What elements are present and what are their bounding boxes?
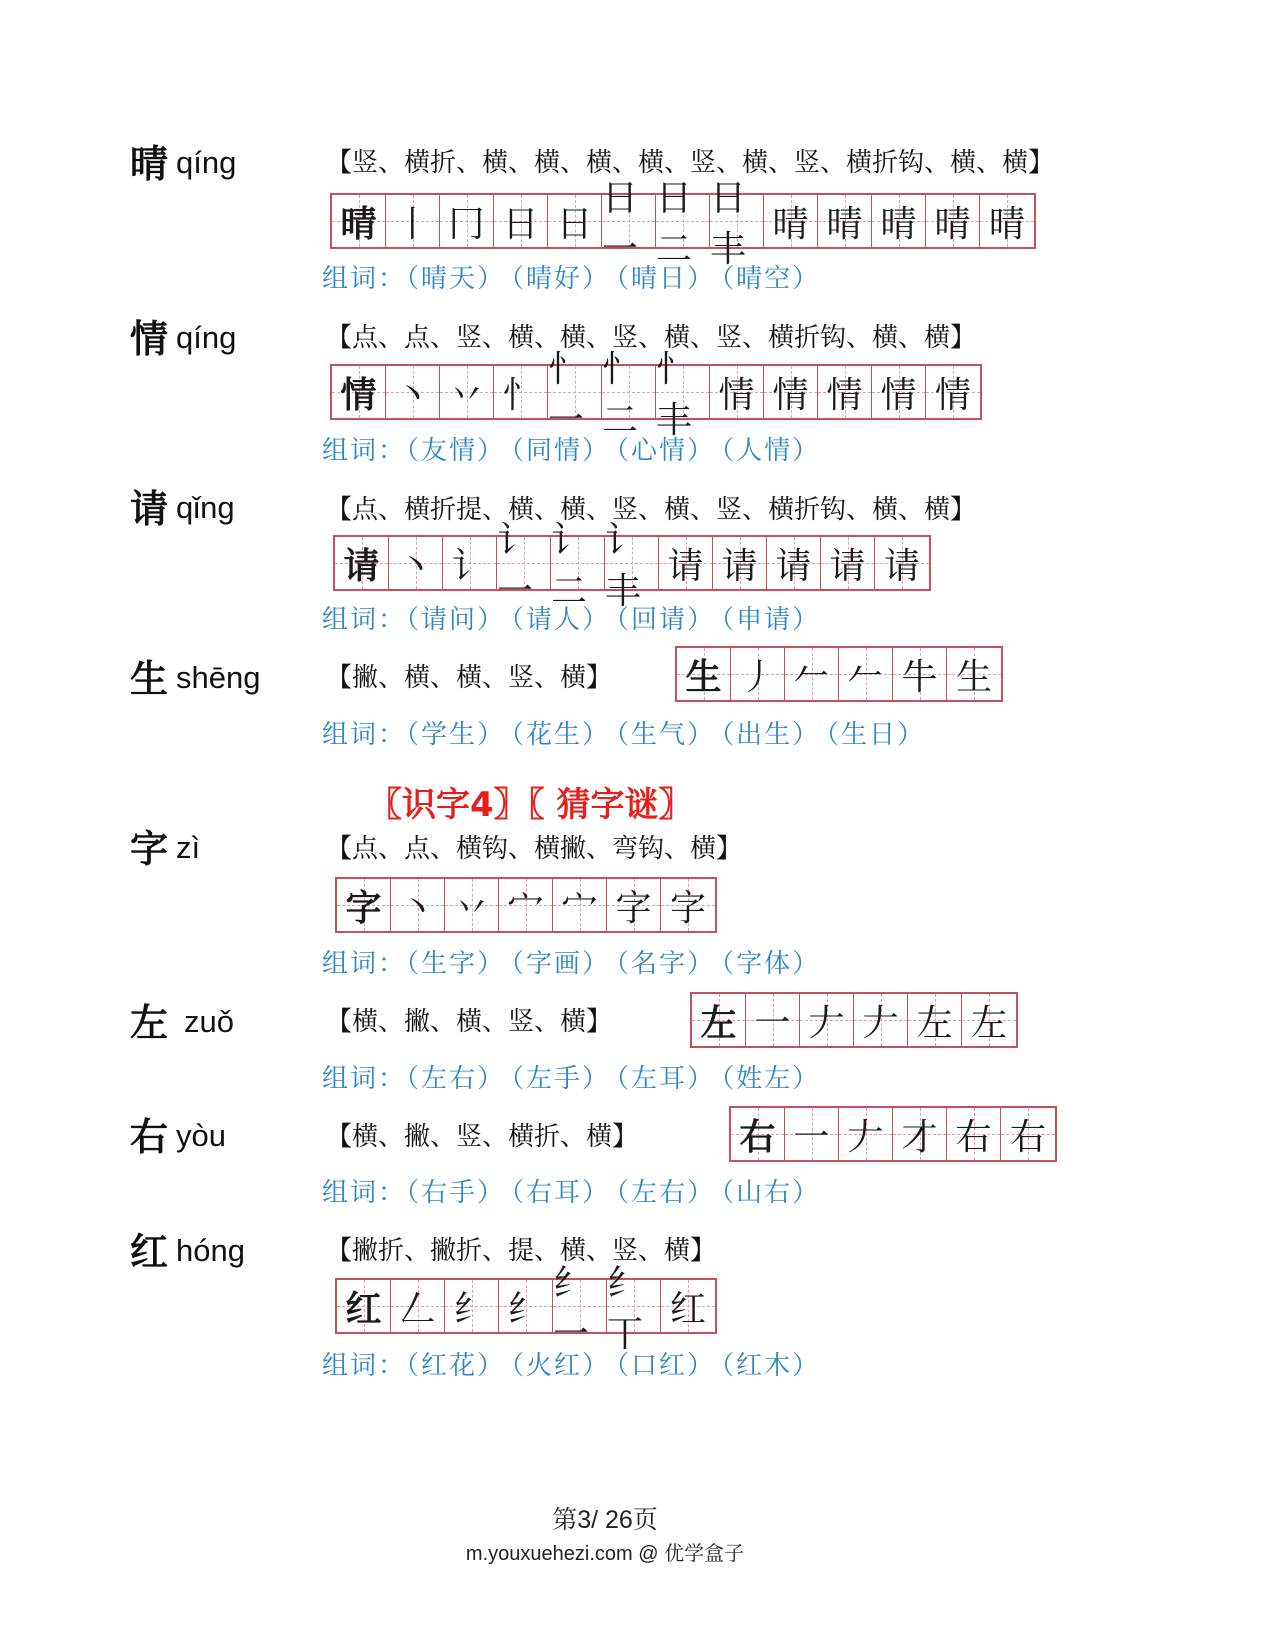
word-item: （请问） — [406, 605, 506, 635]
word-item: （左手） — [511, 1064, 611, 1094]
stroke-step-cell — [872, 366, 926, 418]
section-title: 〖识字4〗〖 猜字谜〗 — [368, 785, 693, 825]
word-item: （红木） — [721, 1351, 821, 1381]
stroke-step-cell — [389, 537, 443, 589]
stroke-step-glyph: 请 — [883, 545, 920, 587]
stroke-step-glyph: 牛 — [901, 656, 938, 698]
stroke-step-glyph: 纟一 — [553, 1263, 590, 1355]
stroke-step-cell — [386, 195, 440, 247]
entry-character: 红 — [130, 1230, 169, 1274]
stroke-step-cell — [607, 879, 661, 931]
stroke-grid — [675, 646, 1003, 702]
word-item: （字画） — [511, 949, 611, 979]
stroke-step-cell — [499, 879, 553, 931]
stroke-grid — [335, 877, 717, 933]
stroke-step-glyph: 一 — [754, 1002, 791, 1044]
word-item: （晴天） — [406, 264, 506, 294]
stroke-step-cell — [494, 195, 548, 247]
stroke-step-glyph: 日 — [502, 203, 539, 245]
stroke-step-glyph: 讠二 — [551, 520, 588, 612]
stroke-step-cell — [602, 178, 656, 270]
word-item: （友情） — [406, 436, 506, 466]
stroke-step-glyph: 情 — [934, 374, 971, 416]
entry-character: 生 — [130, 657, 169, 701]
stroke-step-cell — [605, 520, 659, 612]
stroke-step-cell — [872, 195, 926, 247]
stroke-step-cell — [926, 366, 980, 418]
stroke-step-glyph: 𠂇 — [862, 1002, 899, 1044]
stroke-step-glyph: 讠丰 — [605, 520, 642, 612]
word-item: （晴好） — [511, 264, 611, 294]
word-item: （晴空） — [721, 264, 821, 294]
stroke-step-glyph: 𠂇 — [847, 1116, 884, 1158]
stroke-step-cell — [818, 195, 872, 247]
stroke-step-glyph: 请 — [667, 545, 704, 587]
stroke-step-cell — [980, 195, 1034, 247]
stroke-step-glyph: 日丰 — [710, 178, 747, 270]
stroke-step-glyph: 讠一 — [497, 520, 534, 612]
stroke-step-cell — [947, 1108, 1001, 1160]
stroke-step-cell — [893, 1108, 947, 1160]
stroke-step-glyph: 右 — [1009, 1116, 1046, 1158]
stroke-order-list: 【横、撇、横、竖、横】 — [326, 1007, 613, 1037]
stroke-grid — [690, 992, 1018, 1048]
word-group-label: 组词： — [322, 949, 407, 979]
word-item: （红花） — [406, 1351, 506, 1381]
stroke-order-list: 【点、点、横钩、横撇、弯钩、横】 — [326, 834, 743, 864]
word-item: （出生） — [721, 720, 821, 750]
stroke-step-cell — [692, 994, 746, 1046]
word-item: （右耳） — [511, 1178, 611, 1208]
stroke-step-cell — [908, 994, 962, 1046]
word-item: （同情） — [511, 436, 611, 466]
stroke-step-glyph: 日 — [556, 203, 593, 245]
stroke-step-glyph: 晴 — [772, 203, 809, 245]
stroke-step-cell — [443, 537, 497, 589]
word-item: （生字） — [406, 949, 506, 979]
stroke-step-glyph: 请 — [775, 545, 812, 587]
word-group-label: 组词： — [322, 436, 407, 466]
stroke-step-cell — [445, 1280, 499, 1332]
site-credit: m.youxuehezi.com @ 优学盒子 — [465, 1543, 745, 1565]
stroke-step-glyph: 忄二 — [602, 349, 639, 441]
stroke-order-list: 【点、横折提、横、横、竖、横、竖、横折钩、横、横】 — [326, 495, 977, 525]
stroke-order-list: 【撇、横、横、竖、横】 — [326, 663, 613, 693]
entry-pinyin: hóng — [176, 1233, 245, 1268]
stroke-step-cell — [659, 537, 713, 589]
word-item: （人情） — [721, 436, 821, 466]
word-item: （左右） — [616, 1178, 716, 1208]
entry-pinyin: zuǒ — [184, 1004, 234, 1039]
stroke-order-list: 【竖、横折、横、横、横、横、竖、横、竖、横折钩、横、横】 — [326, 148, 1055, 178]
stroke-step-glyph: 字 — [615, 887, 652, 929]
stroke-step-glyph: 晴 — [826, 203, 863, 245]
stroke-step-cell — [785, 648, 839, 700]
entry-character: 左 — [130, 1001, 169, 1045]
stroke-step-glyph: 冂 — [448, 203, 485, 245]
stroke-step-glyph: 纟丅 — [607, 1263, 644, 1355]
stroke-step-cell — [497, 520, 551, 612]
word-item: （回请） — [616, 605, 716, 635]
stroke-step-glyph: 丶 — [397, 545, 434, 587]
word-group-label: 组词： — [322, 264, 407, 294]
stroke-grid — [330, 178, 1036, 270]
stroke-order-list: 【撇折、撇折、提、横、竖、横】 — [326, 1236, 717, 1266]
word-item: （姓左） — [721, 1064, 821, 1094]
entry-pinyin: yòu — [176, 1118, 226, 1153]
stroke-step-glyph: 情 — [826, 374, 863, 416]
stroke-step-cell — [499, 1280, 553, 1332]
stroke-step-cell — [551, 520, 605, 612]
stroke-step-cell — [710, 178, 764, 270]
stroke-step-glyph: 请 — [829, 545, 866, 587]
stroke-order-list: 【点、点、竖、横、横、竖、横、竖、横折钩、横、横】 — [326, 323, 977, 353]
stroke-step-glyph: 𠂉 — [793, 656, 830, 698]
stroke-step-cell — [548, 349, 602, 441]
stroke-step-cell — [785, 1108, 839, 1160]
stroke-step-glyph: 宀 — [507, 887, 544, 929]
stroke-step-glyph: 宀 — [561, 887, 598, 929]
stroke-step-glyph: 日二 — [656, 178, 693, 270]
stroke-step-glyph: 讠 — [451, 545, 488, 587]
stroke-step-glyph: 红 — [345, 1288, 382, 1330]
word-group-label: 组词： — [322, 1351, 407, 1381]
stroke-step-cell — [1001, 1108, 1055, 1160]
stroke-step-glyph: 左 — [916, 1002, 953, 1044]
stroke-step-glyph: 请 — [721, 545, 758, 587]
stroke-step-cell — [854, 994, 908, 1046]
stroke-step-cell — [710, 366, 764, 418]
stroke-step-cell — [839, 648, 893, 700]
stroke-step-cell — [445, 879, 499, 931]
stroke-step-glyph: 情 — [880, 374, 917, 416]
stroke-step-glyph: 𠂇 — [808, 1002, 845, 1044]
stroke-step-cell — [335, 537, 389, 589]
stroke-step-cell — [337, 1280, 391, 1332]
stroke-step-cell — [821, 537, 875, 589]
stroke-step-cell — [553, 879, 607, 931]
stroke-step-cell — [764, 366, 818, 418]
stroke-step-glyph: 字 — [345, 887, 382, 929]
stroke-step-glyph: 晴 — [880, 203, 917, 245]
stroke-step-cell — [962, 994, 1016, 1046]
stroke-step-glyph: 纟 — [507, 1288, 544, 1330]
stroke-grid — [333, 520, 931, 612]
stroke-step-cell — [767, 537, 821, 589]
word-group-label: 组词： — [322, 605, 407, 635]
stroke-step-cell — [677, 648, 731, 700]
word-group-row — [322, 1066, 826, 1092]
stroke-step-cell — [926, 195, 980, 247]
word-item: （左耳） — [616, 1064, 716, 1094]
stroke-step-glyph: 丷 — [453, 887, 490, 929]
word-item: （山右） — [721, 1178, 821, 1208]
stroke-step-glyph: 情 — [340, 374, 377, 416]
stroke-step-glyph: 情 — [772, 374, 809, 416]
stroke-grid — [335, 1263, 717, 1355]
word-item: （左右） — [406, 1064, 506, 1094]
stroke-step-glyph: 左 — [970, 1002, 1007, 1044]
stroke-step-glyph: 丶 — [399, 887, 436, 929]
stroke-step-cell — [875, 537, 929, 589]
stroke-step-glyph: 右 — [739, 1116, 776, 1158]
stroke-step-cell — [332, 195, 386, 247]
entry-character: 字 — [130, 827, 169, 871]
entry-pinyin: shēng — [176, 660, 261, 695]
stroke-step-glyph: 生 — [955, 656, 992, 698]
stroke-step-glyph: 忄丰 — [656, 349, 693, 441]
stroke-step-glyph: 晴 — [340, 203, 377, 245]
word-item: （请人） — [511, 605, 611, 635]
word-group-label: 组词： — [322, 1178, 407, 1208]
stroke-step-glyph: 忄 — [502, 374, 539, 416]
word-group-label: 组词： — [322, 720, 407, 750]
entry-pinyin: qíng — [176, 145, 237, 180]
stroke-step-cell — [800, 994, 854, 1046]
stroke-step-glyph: 忄一 — [548, 349, 585, 441]
stroke-step-cell — [713, 537, 767, 589]
stroke-step-cell — [494, 366, 548, 418]
stroke-step-glyph: 生 — [685, 656, 722, 698]
stroke-step-glyph: 丶 — [394, 374, 431, 416]
entry-character: 右 — [130, 1115, 169, 1159]
stroke-step-glyph: 请 — [343, 545, 380, 587]
word-item: （字体） — [721, 949, 821, 979]
stroke-step-cell — [947, 648, 1001, 700]
stroke-step-cell — [746, 994, 800, 1046]
entry-pinyin: qíng — [176, 320, 237, 355]
stroke-step-glyph: 日一 — [602, 178, 639, 270]
stroke-step-cell — [391, 879, 445, 931]
stroke-step-glyph: 红 — [669, 1288, 706, 1330]
stroke-step-cell — [839, 1108, 893, 1160]
word-item: （花生） — [511, 720, 611, 750]
stroke-step-cell — [602, 349, 656, 441]
word-group-label: 组词： — [322, 1064, 407, 1094]
entry-character: 请 — [130, 487, 169, 531]
stroke-step-glyph: 情 — [718, 374, 755, 416]
stroke-step-glyph: 晴 — [934, 203, 971, 245]
stroke-step-cell — [440, 195, 494, 247]
stroke-step-glyph: 丿 — [739, 656, 776, 698]
stroke-step-cell — [656, 178, 710, 270]
entry-pinyin: qǐng — [176, 490, 235, 525]
stroke-step-glyph: 𠃋 — [399, 1288, 436, 1330]
stroke-step-cell — [731, 648, 785, 700]
stroke-step-glyph: 纟 — [453, 1288, 490, 1330]
entry-pinyin: zì — [176, 830, 201, 865]
stroke-order-list: 【横、撇、竖、横折、横】 — [326, 1122, 639, 1152]
word-item: （心情） — [616, 436, 716, 466]
stroke-step-glyph: 丨 — [394, 203, 431, 245]
stroke-step-glyph: 才 — [901, 1116, 938, 1158]
stroke-step-glyph: 字 — [669, 887, 706, 929]
word-item: （学生） — [406, 720, 506, 750]
stroke-step-glyph: 丷 — [448, 374, 485, 416]
stroke-step-cell — [661, 879, 715, 931]
word-item: （口红） — [616, 1351, 716, 1381]
word-item: （申请） — [721, 605, 821, 635]
stroke-step-glyph: 一 — [793, 1116, 830, 1158]
word-item: （生日） — [826, 720, 926, 750]
stroke-step-cell — [440, 366, 494, 418]
stroke-step-glyph: 右 — [955, 1116, 992, 1158]
word-item: （右手） — [406, 1178, 506, 1208]
stroke-grid — [729, 1106, 1057, 1162]
word-group-row — [322, 722, 931, 748]
word-item: （名字） — [616, 949, 716, 979]
stroke-grid — [330, 349, 982, 441]
stroke-step-cell — [332, 366, 386, 418]
word-item: （生气） — [616, 720, 716, 750]
stroke-step-cell — [553, 1263, 607, 1355]
stroke-step-cell — [391, 1280, 445, 1332]
stroke-step-cell — [818, 366, 872, 418]
word-group-row — [322, 951, 826, 977]
stroke-step-cell — [337, 879, 391, 931]
stroke-step-cell — [893, 648, 947, 700]
entry-character: 情 — [130, 317, 169, 361]
stroke-step-glyph: 𠂉 — [847, 656, 884, 698]
stroke-step-cell — [731, 1108, 785, 1160]
word-group-row — [322, 1180, 826, 1206]
stroke-step-cell — [656, 349, 710, 441]
word-item: （晴日） — [616, 264, 716, 294]
page-number: 第3/ 26页 — [552, 1506, 658, 1534]
word-item: （火红） — [511, 1351, 611, 1381]
stroke-step-glyph: 晴 — [988, 203, 1025, 245]
entry-character: 晴 — [130, 142, 169, 186]
stroke-step-cell — [661, 1280, 715, 1332]
stroke-step-cell — [386, 366, 440, 418]
stroke-step-cell — [764, 195, 818, 247]
stroke-step-glyph: 左 — [700, 1002, 737, 1044]
stroke-step-cell — [548, 195, 602, 247]
stroke-step-cell — [607, 1263, 661, 1355]
